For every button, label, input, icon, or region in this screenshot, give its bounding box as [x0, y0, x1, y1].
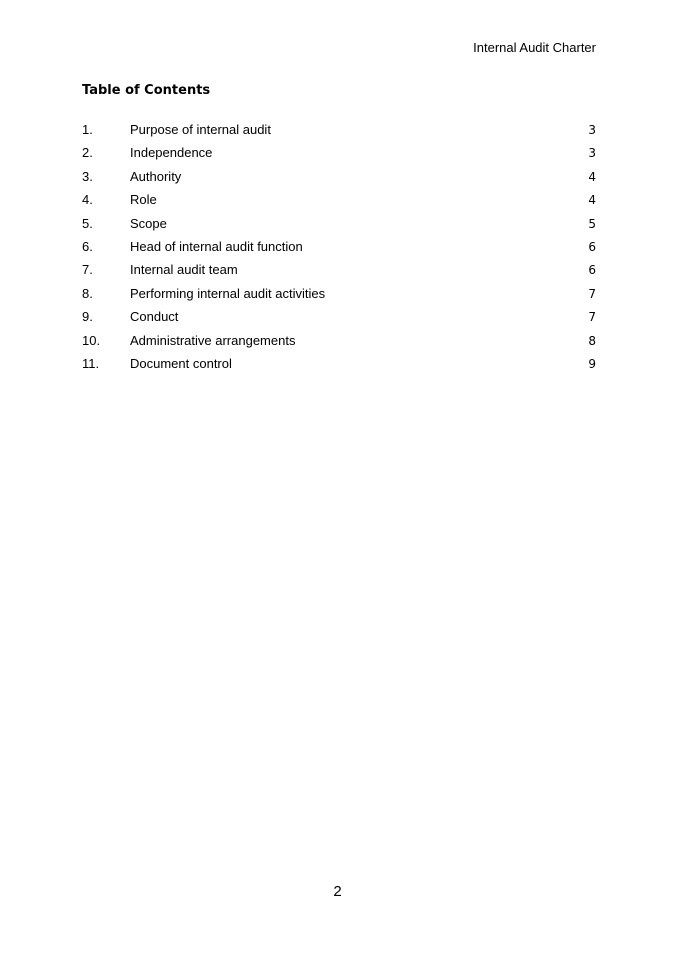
- toc-entry-page: 5: [588, 216, 596, 231]
- toc-entry-number: 11.: [82, 355, 100, 371]
- toc-entry[interactable]: [82, 122, 596, 145]
- toc-entry[interactable]: [82, 145, 596, 168]
- toc-entry-number: 7.: [82, 262, 93, 278]
- toc-entry-number: 6.: [82, 238, 93, 254]
- toc-entry-page: 7: [588, 286, 596, 301]
- toc-entry[interactable]: [82, 262, 596, 285]
- running-header: Internal Audit Charter: [473, 40, 596, 55]
- toc-entry-title: Scope: [130, 215, 167, 231]
- toc-entry-title: Authority: [130, 168, 182, 184]
- toc-entry-number: 10.: [82, 332, 101, 348]
- toc-entry[interactable]: [82, 239, 596, 262]
- toc-entry-page: 8: [588, 333, 596, 348]
- toc-entry-number: 5.: [82, 215, 93, 231]
- toc-entry-page: 3: [588, 123, 596, 137]
- toc-entry-number: 2.: [82, 145, 93, 161]
- toc-entry[interactable]: [82, 309, 596, 332]
- toc-heading: Table of Contents: [82, 83, 211, 98]
- toc-entry-number: 3.: [82, 168, 93, 184]
- toc-entry-title: Administrative arrangements: [130, 332, 296, 348]
- toc-entry[interactable]: [82, 192, 596, 215]
- toc-entry-page: 9: [588, 356, 596, 371]
- toc-entry-number: 4.: [82, 192, 93, 208]
- table-of-contents: [82, 122, 596, 379]
- toc-entry-title: Conduct: [130, 309, 179, 325]
- toc-entry-page: 4: [588, 169, 596, 184]
- toc-entry-title: Performing internal audit activities: [130, 285, 326, 301]
- page-number: 2: [333, 883, 342, 900]
- toc-entry-title: Document control: [130, 355, 232, 371]
- toc-entry-title: Independence: [130, 145, 213, 161]
- toc-entry[interactable]: [82, 333, 596, 356]
- toc-entry-number: 1.: [82, 122, 93, 137]
- toc-entry[interactable]: [82, 286, 596, 309]
- toc-entry-number: 9.: [82, 309, 93, 325]
- toc-entry[interactable]: [82, 169, 596, 192]
- toc-entry-page: 4: [588, 193, 596, 208]
- toc-entry-title: Head of internal audit function: [130, 238, 303, 254]
- toc-entry-page: 6: [588, 239, 596, 254]
- toc-entry-page: 7: [588, 310, 596, 325]
- toc-entry-title: Role: [130, 192, 157, 208]
- toc-entry[interactable]: [82, 356, 596, 379]
- toc-entry-number: 8.: [82, 285, 93, 301]
- toc-entry-title: Purpose of internal audit: [130, 122, 271, 137]
- toc-entry-page: 6: [588, 263, 596, 278]
- toc-entry-page: 3: [588, 146, 596, 161]
- toc-entry[interactable]: [82, 216, 596, 239]
- toc-entry-title: Internal audit team: [130, 262, 238, 278]
